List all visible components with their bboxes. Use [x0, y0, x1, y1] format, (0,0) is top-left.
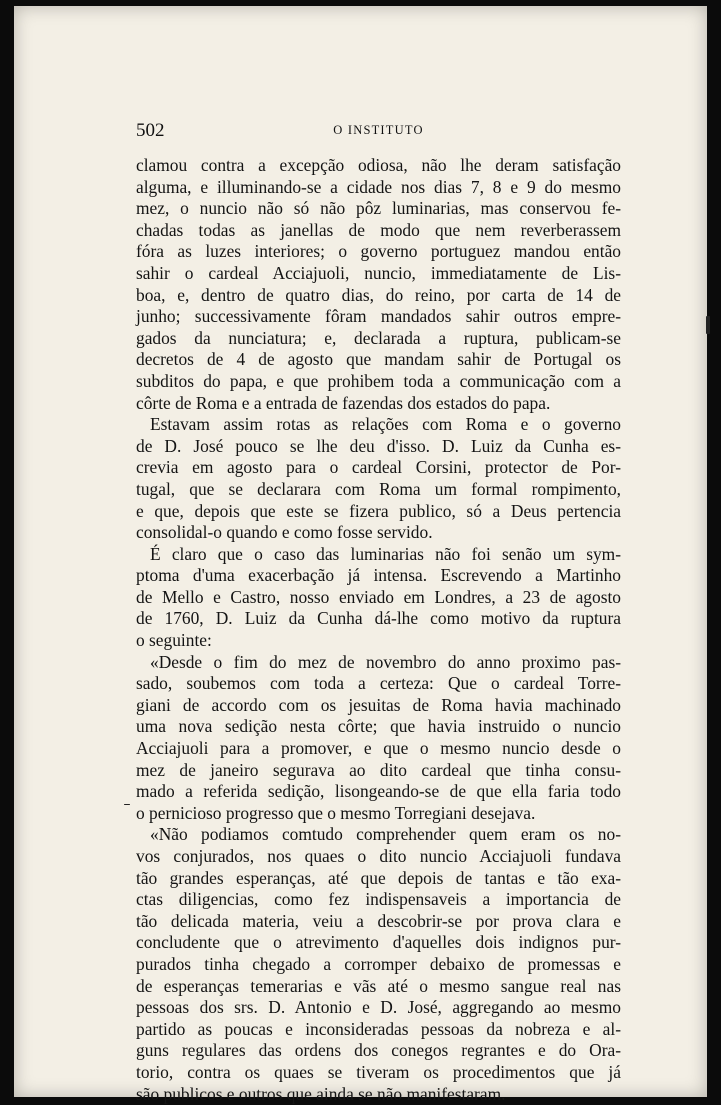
- text-line: de D. José pouco se lhe deu d'isso. D. Luiz da Cunha es-: [136, 435, 621, 456]
- text-line: partido as poucas e inconsideradas pessoas da nobreza e al-: [136, 1018, 621, 1039]
- text-line: Acciajuoli para a promover, e que o mesmo nuncio desde o: [136, 738, 621, 759]
- text-line: pessoas dos srs. D. Antonio e D. José, aggregando ao mesmo: [136, 997, 621, 1018]
- text-line: tão delicada materia, veiu a descobrir-se por prova clara e: [136, 910, 621, 931]
- text-line: sahir o cardeal Acciajuoli, nuncio, immediatamente de Lis-: [136, 262, 621, 283]
- text-line: são publicos e outros que ainda se não manifestaram.: [136, 1083, 506, 1104]
- text-line: crevia em agosto para o cardeal Corsini, protector de Por-: [136, 457, 621, 478]
- text-line: guns regulares das ordens dos conegos regrantes e do Ora-: [136, 1040, 621, 1061]
- text-line: tão grandes esperanças, até que depois de tantas e tão exa-: [136, 867, 621, 888]
- text-line: fóra as luzes interiores; o governo portuguez mandou então: [136, 241, 621, 262]
- text-line: mado a referida sedição, lisongeando-se de que ella faria todo: [136, 781, 621, 802]
- text-line: torio, contra os quaes se tiveram os procedimentos que já: [136, 1061, 621, 1082]
- text-line: vos conjurados, nos quaes o dito nuncio Acciajuoli fundava: [136, 846, 621, 866]
- text-line: e que, depois que este se fizera publico, só a Deus pertencia: [136, 500, 621, 521]
- text-line: subditos do papa, e que prohibem toda a communicação com a: [136, 370, 621, 391]
- text-line: É claro que o caso das luminarias não foi senão um sym-: [150, 543, 621, 564]
- text-line: decretos de 4 de agosto que mandam sahir de Portugal os: [136, 349, 621, 370]
- page-number: 502: [136, 120, 165, 141]
- text-line: o seguinte:: [136, 630, 212, 651]
- text-line: de 1760, D. Luiz da Cunha dá-lhe como motivo da ruptura: [136, 608, 621, 629]
- text-line: sado, soubemos com toda a certeza: Que o cardeal Torre-: [136, 673, 621, 694]
- body-text: [136, 155, 621, 1105]
- text-line: ptoma d'uma exacerbação já intensa. Escrevendo a Martinho: [136, 565, 621, 586]
- text-line: chadas todas as janellas de modo que nem reverberassem: [136, 219, 621, 240]
- ink-speck: [706, 316, 710, 334]
- text-line: mez de janeiro segurava ao dito cardeal que tinha consu-: [136, 759, 621, 780]
- running-title: O INSTITUTO: [333, 123, 424, 137]
- text-line: uma nova sedição nesta côrte; que havia instruido o nuncio: [136, 716, 621, 737]
- text-line: «Não podiamos comtudo comprehender quem eram os no-: [150, 824, 621, 845]
- text-line: «Desde o fim do mez de novembro do anno proximo pas-: [150, 651, 621, 672]
- text-line: de Mello e Castro, nosso enviado em Londres, a 23 de agosto: [136, 586, 621, 607]
- text-line: clamou contra a excepção odiosa, não lhe deram satisfação: [136, 155, 621, 175]
- text-line: alguma, e illuminando-se a cidade nos dias 7, 8 e 9 do mesmo: [136, 176, 621, 197]
- text-line: ctas diligencias, como fez indispensaveis a importancia de: [136, 889, 621, 910]
- text-line: mez, o nuncio não só não pôz luminarias, mas conservou fe-: [136, 198, 621, 219]
- text-line: junho; successivamente fôram mandados sahir outros empre-: [136, 306, 621, 327]
- text-line: Estavam assim rotas as relações com Roma e o governo: [150, 414, 621, 435]
- text-line: concludente que o atrevimento d'aquelles dois indignos pur-: [136, 932, 621, 953]
- text-line: tugal, que se declarara com Roma um formal rompimento,: [136, 478, 621, 499]
- text-line: côrte de Roma e a entrada de fazendas dos estados do papa.: [136, 392, 551, 413]
- text-line: gados da nunciatura; e, declarada a ruptura, publicam-se: [136, 327, 621, 348]
- text-line: o pernicioso progresso que o mesmo Torregiani desejava.: [136, 802, 536, 823]
- text-line: boa, e, dentro de quatro dias, do reino, por carta de 14 de: [136, 284, 621, 305]
- text-line: giani de accordo com os jesuitas de Roma havia machinado: [136, 694, 621, 715]
- text-line: consolidal-o quando e como fosse servido.: [136, 522, 433, 543]
- text-line: purados tinha chegado a corromper debaixo de promessas e: [136, 953, 621, 974]
- ink-speck: [124, 804, 130, 805]
- text-line: de esperanças temerarias e vãs até o mesmo sangue real nas: [136, 975, 621, 996]
- page-header: [136, 120, 621, 142]
